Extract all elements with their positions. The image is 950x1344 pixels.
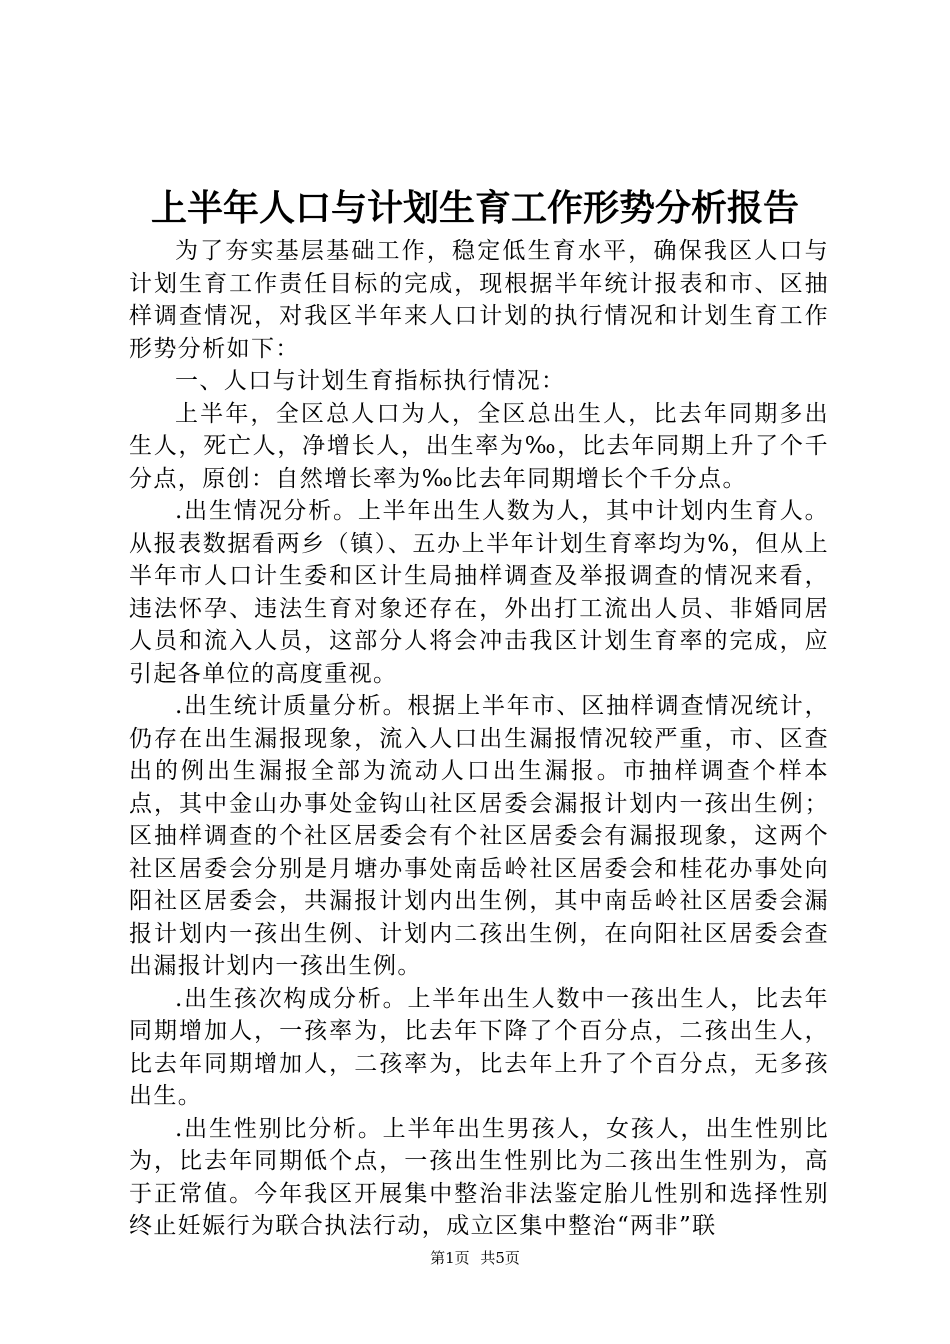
birth-order-paragraph: .出生孩次构成分析。上半年出生人数中一孩出生人，比去年同期增加人，一孩率为，比去年下降了个百分点，二孩出生人，比去年同期增加人，二孩率为，比去年上升了个百分点，无多孩出生。 (129, 985, 829, 1109)
population-summary-paragraph: 上半年，全区总人口为人，全区总出生人，比去年同期多出生人，死亡人，净增长人，出生率为‰，比去年同期上升了个千分点，原创：自然增长率为‰比去年同期增长个千分点。 (129, 400, 829, 492)
section-heading: 一、人口与计划生育指标执行情况： (175, 368, 566, 394)
birth-sex-ratio-paragraph: .出生性别比分析。上半年出生男孩人，女孩人，出生性别比为，比去年同期低个点，一孩出生性别比为二孩出生性别为，高于正常值。今年我区开展集中整治非法鉴定胎儿性别和选择性别终止妊娠行为联合执法行动，成立区集中整治“两非”联 (129, 1115, 829, 1239)
document-body (129, 235, 829, 1243)
birth-statistics-quality-paragraph: .出生统计质量分析。根据上半年市、区抽样调查情况统计，仍存在出生漏报现象，流入人口出生漏报情况较严重，市、区查出的例出生漏报全部为流动人口出生漏报。市抽样调查个样本点，其中金山办事处金钩山社区居委会漏报计划内一孩出生例；区抽样调查的个社区居委会有个社区居委会有漏报现象，这两个社区居委会分别是月塘办事处南岳岭社区居委会和桂花办事处向阳社区居委会，共漏报计划内出生例，其中南岳岭社区居委会漏报计划内一孩出生例、计划内二孩出生例，在向阳社区居委会查出漏报计划内一孩出生例。 (129, 693, 829, 979)
intro-paragraph: 为了夯实基层基础工作，稳定低生育水平，确保我区人口与计划生育工作责任目标的完成，现根据半年统计报表和市、区抽样调查情况，对我区半年来人口计划的执行情况和计划生育工作形势分析如下： (129, 238, 829, 362)
birth-analysis-paragraph: .出生情况分析。上半年出生人数为人，其中计划内生育人。从报表数据看两乡（镇）、五办上半年计划生育率均为%，但从上半年市人口计生委和区计生局抽样调查及举报调查的情况来看，违法怀孕、违法生育对象还存在，外出打工流出人员、非婚同居人员和流入人员，这部分人将会冲击我区计划生育率的完成，应引起各单位的高度重视。 (129, 498, 829, 687)
page-number: 第1页 (430, 1249, 470, 1267)
page-footer (0, 1248, 950, 1268)
document-title: 上半年人口与计划生育工作形势分析报告 (150, 187, 799, 229)
page-total: 共5页 (480, 1249, 520, 1267)
